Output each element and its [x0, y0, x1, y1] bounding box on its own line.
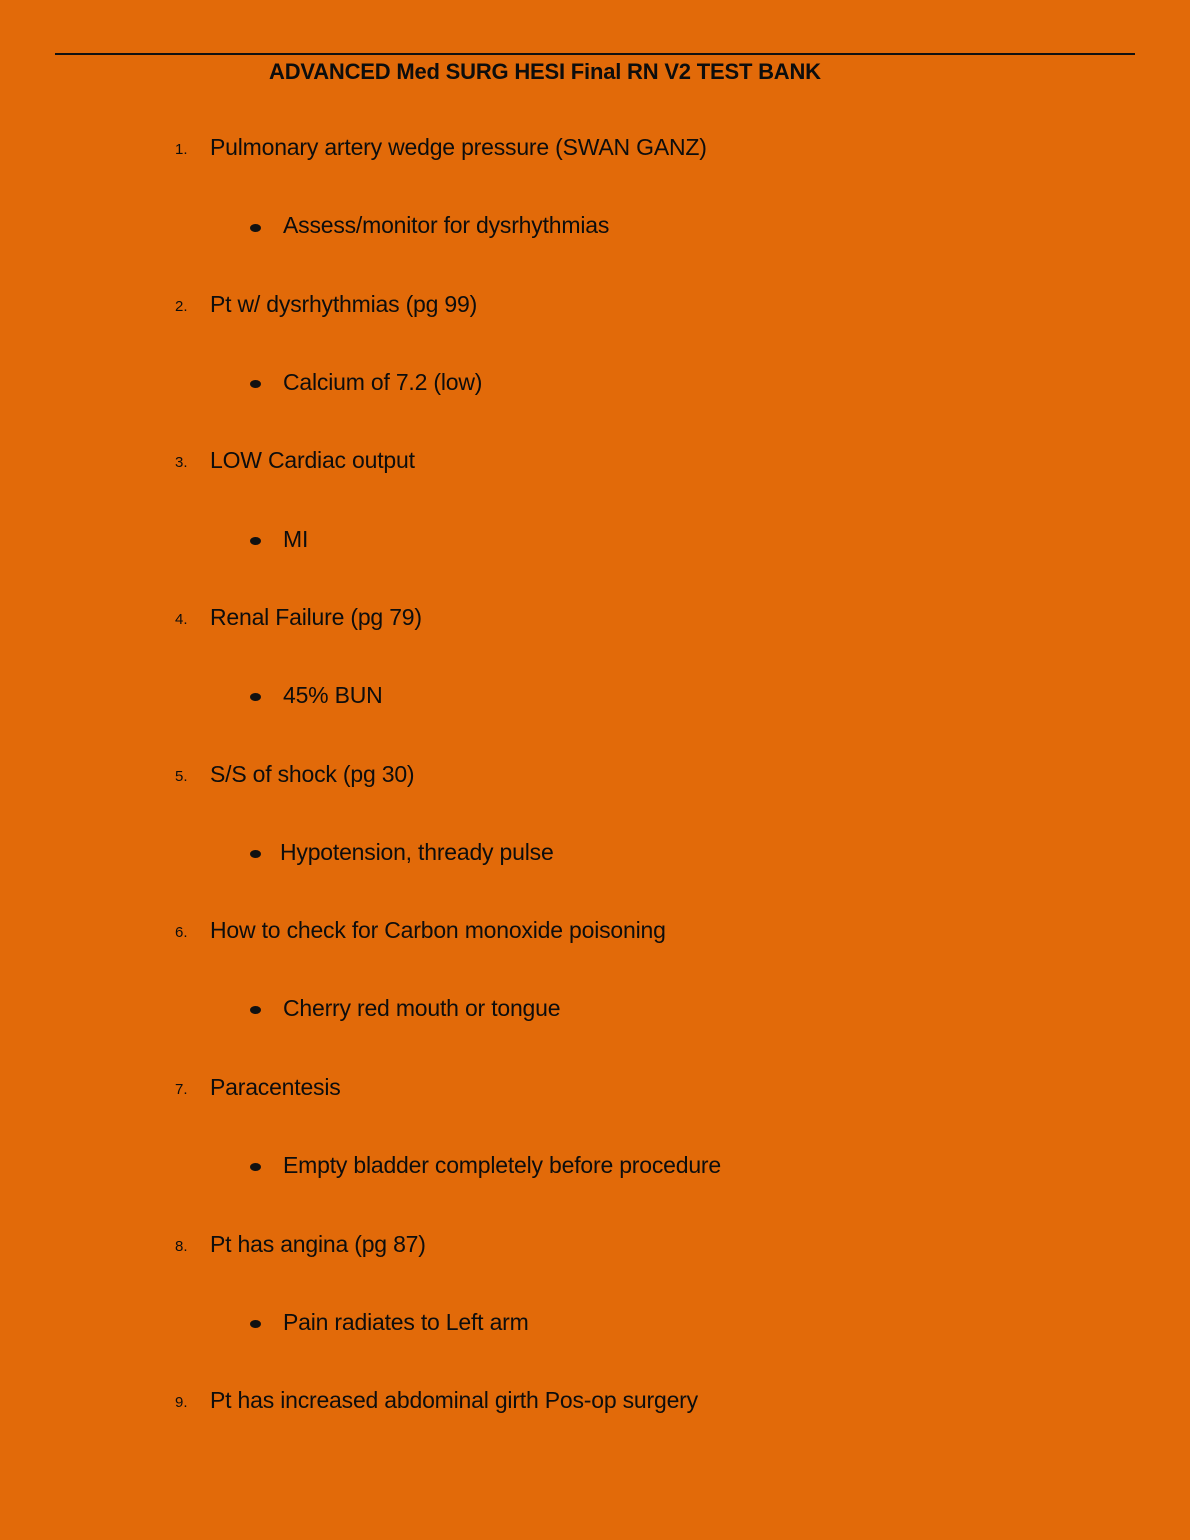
answer-text: MI [283, 526, 309, 552]
bullet-icon [250, 693, 261, 701]
question-number: 1. [175, 141, 188, 158]
bullet-icon [250, 1320, 261, 1328]
answer-text: Assess/monitor for dysrhythmias [283, 212, 610, 238]
answer-text: Pain radiates to Left arm [283, 1309, 529, 1335]
question-number: 4. [175, 611, 188, 628]
bullet-icon [250, 1006, 261, 1014]
answer-text: Hypotension, thready pulse [280, 839, 554, 865]
question-number: 3. [175, 454, 188, 471]
question-text: How to check for Carbon monoxide poisoning [210, 917, 666, 943]
question-text: Pt has angina (pg 87) [210, 1231, 426, 1257]
question-number: 7. [175, 1081, 188, 1098]
bullet-icon [250, 380, 261, 388]
question-text: Renal Failure (pg 79) [210, 604, 422, 630]
question-text: LOW Cardiac output [210, 447, 415, 473]
bullet-icon [250, 537, 261, 545]
bullet-icon [250, 850, 261, 858]
question-number: 6. [175, 924, 188, 941]
question-text: S/S of shock (pg 30) [210, 761, 415, 787]
answer-text: 45% BUN [283, 682, 383, 708]
bullet-icon [250, 224, 261, 232]
question-text: Pt has increased abdominal girth Pos-op surgery [210, 1387, 698, 1413]
bullet-icon [250, 1163, 261, 1171]
question-text: Pt w/ dysrhythmias (pg 99) [210, 291, 478, 317]
document-title: ADVANCED Med SURG HESI Final RN V2 TEST BANK [269, 59, 821, 84]
answer-text: Calcium of 7.2 (low) [283, 369, 483, 395]
question-text: Paracentesis [210, 1074, 341, 1100]
header-rule [55, 53, 1135, 55]
question-text: Pulmonary artery wedge pressure (SWAN GANZ) [210, 134, 707, 160]
question-number: 5. [175, 768, 188, 785]
answer-text: Empty bladder completely before procedure [283, 1152, 721, 1178]
question-number: 9. [175, 1394, 188, 1411]
answer-text: Cherry red mouth or tongue [283, 995, 561, 1021]
question-number: 2. [175, 298, 188, 315]
question-number: 8. [175, 1238, 188, 1255]
